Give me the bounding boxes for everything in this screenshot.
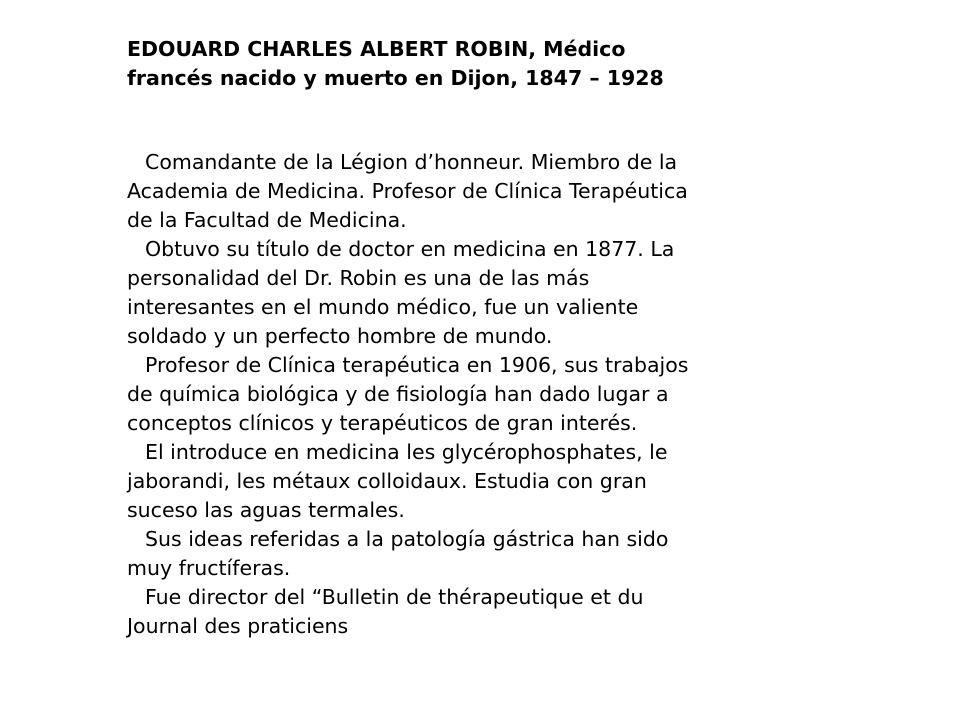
text-line: Profesor de Clínica terapéutica en 1906, sus trabajos: [145, 353, 689, 377]
text-line: Comandante de la Légion d’honneur. Miembro de la: [145, 150, 678, 174]
text-line: interesantes en el mundo médico, fue un valiente: [127, 295, 639, 319]
text-line: El introduce en medicina les glycérophosphates, le: [145, 440, 668, 464]
paragraph-professorship: [127, 351, 827, 438]
paragraph-editorship: [127, 583, 827, 641]
slide-title: [127, 35, 827, 93]
text-line: soldado y un perfecto hombre de mundo.: [127, 324, 553, 348]
text-line: Sus ideas referidas a la patología gástrica han sido: [145, 527, 669, 551]
text-line: suceso las aguas termales.: [127, 498, 405, 522]
title-line-1: EDOUARD CHARLES ALBERT ROBIN, Médico: [127, 37, 626, 61]
text-line: Journal des praticiens: [127, 614, 349, 638]
paragraph-doctorate: [127, 235, 827, 351]
text-line: de la Facultad de Medicina.: [127, 208, 407, 232]
text-line: jaborandi, les métaux colloidaux. Estudia con gran: [127, 469, 647, 493]
text-line: Fue director del “Bulletin de thérapeutique et du: [145, 585, 644, 609]
title-line-2: francés nacido y muerto en Dijon, 1847 – 1928: [127, 66, 664, 90]
text-line: Academia de Medicina. Profesor de Clínica Terapéutica: [127, 179, 688, 203]
text-line: Obtuvo su título de doctor en medicina en 1877. La: [145, 237, 675, 261]
text-line: de química biológica y de fisiología han dado lugar a: [127, 382, 669, 406]
slide-body: [127, 148, 827, 641]
paragraph-honors: [127, 148, 827, 235]
text-line: conceptos clínicos y terapéuticos de gran interés.: [127, 411, 638, 435]
text-line: personalidad del Dr. Robin es una de las más: [127, 266, 590, 290]
paragraph-contributions: [127, 438, 827, 525]
text-line: muy fructíferas.: [127, 556, 291, 580]
paragraph-gastric-pathology: [127, 525, 827, 583]
